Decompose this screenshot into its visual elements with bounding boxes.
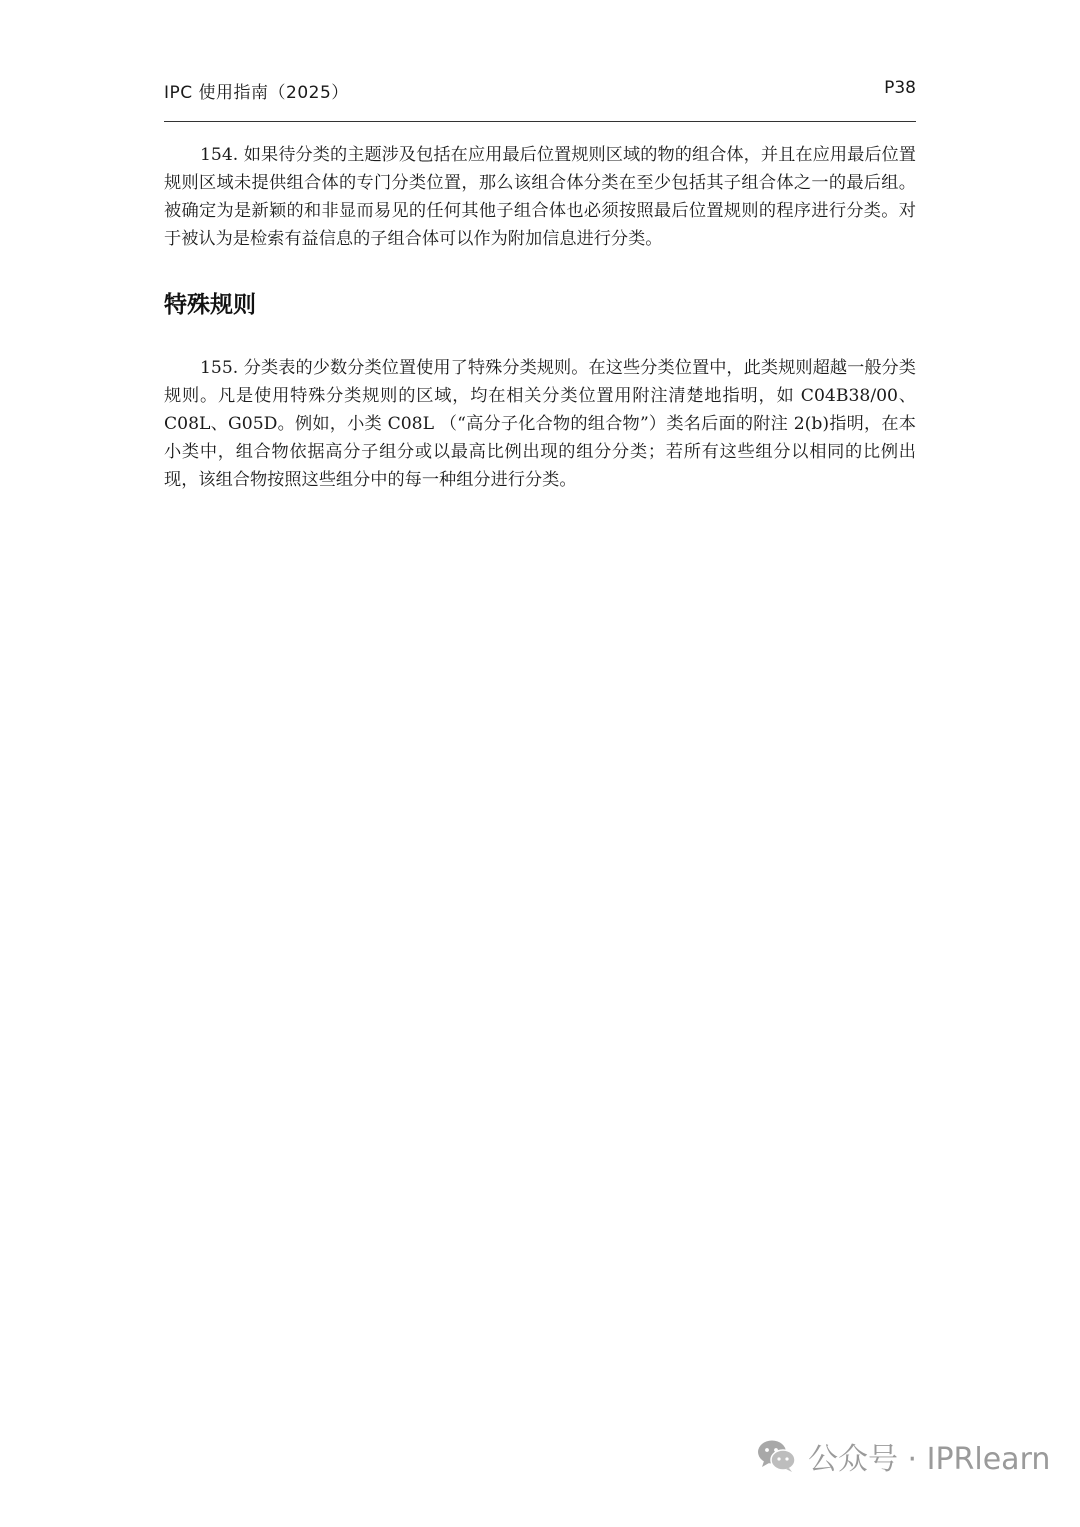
wechat-icon: [756, 1438, 798, 1474]
page-header: [164, 78, 916, 104]
watermark-text: 公众号 · IPRlearn: [808, 1442, 1051, 1477]
header-divider: [164, 121, 916, 122]
document-title: IPC 使用指南（2025）: [164, 83, 349, 103]
section-heading: 特殊规则: [164, 292, 256, 318]
paragraph-154: 154. 如果待分类的主题涉及包括在应用最后位置规则区域的物的组合体，并且在应用最后位置规则区域未提供组合体的专门分类位置，那么该组合体分类在至少包括其子组合体之一的最后组。被确定为是新颖的和非显而易见的任何其他子组合体也必须按照最后位置规则的程序进行分类。对于被认为是检索有益信息的子组合体可以作为附加信息进行分类。: [164, 145, 916, 249]
watermark: [756, 1434, 1050, 1478]
paragraph-155: 155. 分类表的少数分类位置使用了特殊分类规则。在这些分类位置中，此类规则超越一般分类规则。凡是使用特殊分类规则的区域，均在相关分类位置用附注清楚地指明，如 C04B38/00、C08L、G05D。例如，小类 C08L （“高分子化合物的组合物”）类名后面的附注 2(b)指明，在本小类中，组合物依据高分子组分或以最高比例出现的组分分类；若所有这些组分以相同的比例出现，该组合物按照这些组分中的每一种组分进行分类。: [164, 358, 916, 490]
page-number: P38: [884, 78, 916, 98]
